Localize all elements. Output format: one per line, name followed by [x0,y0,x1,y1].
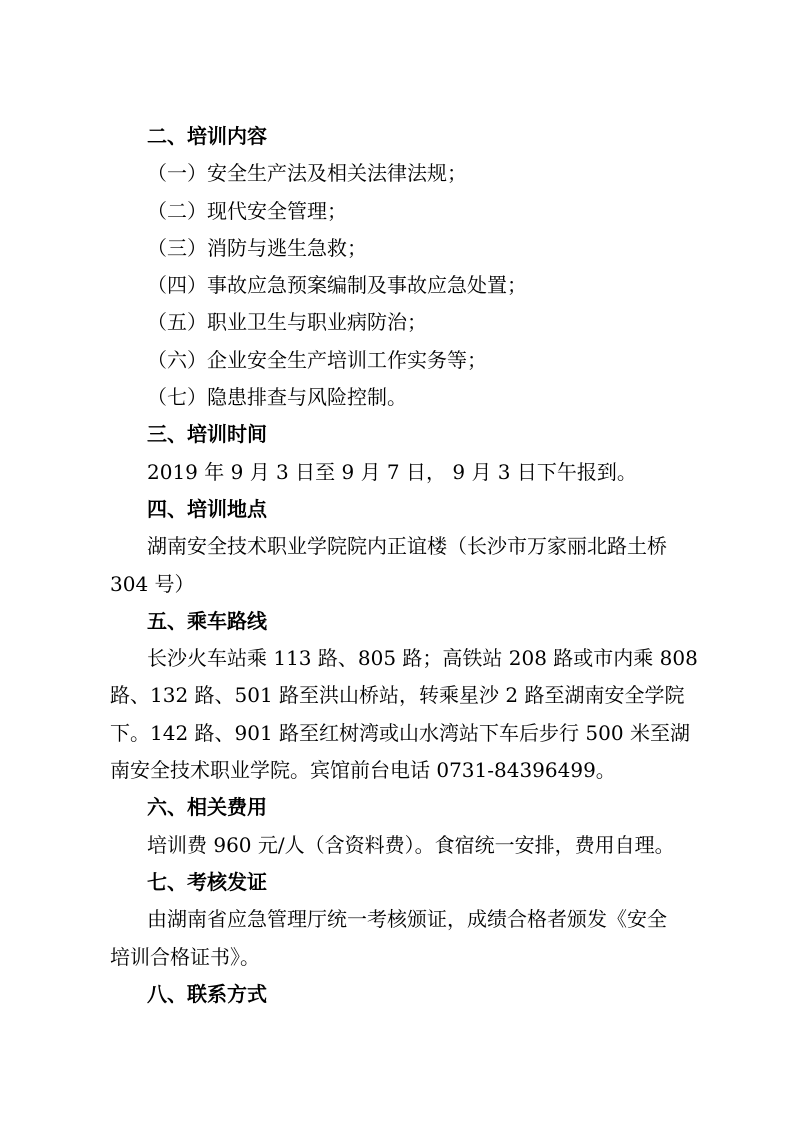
section-heading-certification: 七、考核发证 [147,869,267,894]
section-heading-training-content: 二、培训内容 [147,124,267,148]
section-heading-training-location: 四、培训地点 [147,496,267,521]
list-item: （一）安全生产法及相关法律法规； [147,161,467,186]
list-item: （三）消防与逃生急救； [147,235,367,260]
paragraph-line: 304 号） [110,571,195,596]
list-item: （六）企业安全生产培训工作实务等； [147,347,487,372]
list-item: （四）事故应急预案编制及事故应急处置； [147,273,527,298]
paragraph-line: 长沙火车站乘 113 路、805 路；高铁站 208 路或市内乘 808 [147,646,698,671]
training-time-text: 2019 年 9 月 3 日至 9 月 7 日， 9 月 3 日下午报到。 [147,459,637,484]
paragraph-line: 由湖南省应急管理厅统一考核颁证，成绩合格者颁发《安全 [147,907,667,932]
section-heading-contact: 八、联系方式 [147,981,267,1006]
paragraph-line: 培训合格证书》。 [110,944,260,969]
paragraph-line: 路、132 路、501 路至洪山桥站，转乘星沙 2 路至湖南安全学院 [110,683,685,708]
list-item: （五）职业卫生与职业病防治； [147,310,427,335]
paragraph-line: 南安全技术职业学院。宾馆前台电话 0731-84396499。 [110,758,616,783]
paragraph-line: 下。142 路、901 路至红树湾或山水湾站下车后步行 500 米至湖 [110,720,690,745]
document-body [110,118,700,1013]
section-heading-training-time: 三、培训时间 [147,422,267,447]
list-item: （七）隐患排查与风险控制。 [147,385,407,410]
section-heading-fees: 六、相关费用 [147,795,267,820]
list-item: （二）现代安全管理； [147,198,347,223]
fees-text: 培训费 960 元/人（含资料费）。食宿统一安排，费用自理。 [147,832,675,857]
section-heading-bus-route: 五、乘车路线 [147,608,267,633]
paragraph-line: 湖南安全技术职业学院院内正谊楼（长沙市万家丽北路土桥 [147,534,667,559]
